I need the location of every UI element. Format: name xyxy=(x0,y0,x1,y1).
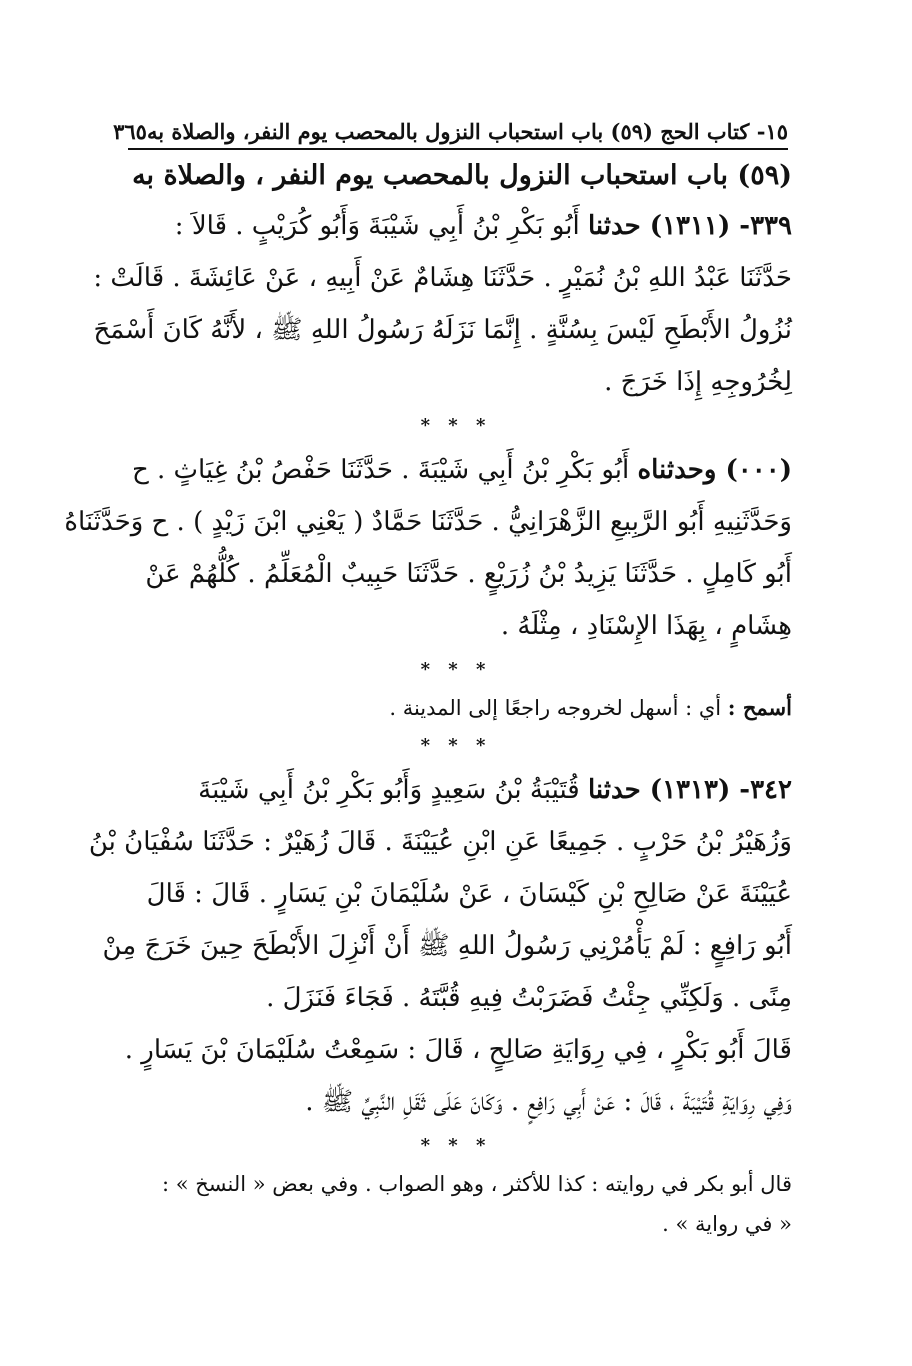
hadith-000-line-2: وَحَدَّثَنِيهِ أَبُو الرَّبِيعِ الزَّهْرَانِيُّ . حَدَّثَنَا حَمَّادٌ ( يَعْنِي ابْنَ زَيْدٍ ) . ح وَحَدَّثَنَاهُ xyxy=(64,507,792,537)
page-body xyxy=(64,152,792,1244)
hadith-342-line-7: وَفِي رِوَايَةِ قُتَيْبَةَ ، قَالَ : عَنْ أَبِي رَافِعٍ . وَكَانَ عَلَى ثَقَلِ النَّبِيِّ ﷺ . xyxy=(305,1087,792,1117)
hadith-342-line-1 xyxy=(120,764,792,816)
header-rule xyxy=(128,148,788,150)
separator-1: * * * xyxy=(420,415,492,436)
hadith-000-line-1-text: أَبُو بَكْرِ بْنُ أَبِي شَيْبَةَ . حَدَّثَنَا حَفْصُ بْنُ غِيَاثٍ . ح xyxy=(131,455,630,485)
separator-3: * * * xyxy=(420,735,492,756)
hadith-342-line-4: أَبُو رَافِعٍ : لَمْ يَأْمُرْنِي رَسُولُ اللهِ ﷺ أَنْ أَنْزِلَ الأَبْطَحَ حِينَ خَرَجَ مِنْ xyxy=(102,931,792,961)
hadith-000-line-1 xyxy=(120,444,792,496)
hadith-000-line-3: أَبُو كَامِلٍ . حَدَّثَنَا يَزِيدُ بْنُ زُرَيْعٍ . حَدَّثَنَا حَبِيبٌ الْمُعَلِّمُ . كُلُّهُمْ عَنْ xyxy=(145,559,792,589)
page-number: ٣٦٥ xyxy=(113,119,147,144)
hadith-339-line-2: حَدَّثَنَا عَبْدُ اللهِ بْنُ نُمَيْرٍ . حَدَّثَنَا هِشَامٌ عَنْ أَبِيهِ ، عَنْ عَائِشَةَ . قَالَتْ : xyxy=(93,263,792,293)
hadith-339 xyxy=(93,200,792,408)
hadith-342-line-3: عُيَيْنَةَ عَنْ صَالِحِ بْنِ كَيْسَانَ ، عَنْ سُلَيْمَانَ بْنِ يَسَارٍ . قَالَ : قَالَ xyxy=(146,879,792,909)
hadith-342-line-6: قَالَ أَبُو بَكْرٍ ، فِي رِوَايَةِ صَالِحٍ ، قَالَ : سَمِعْتُ سُلَيْمَانَ بْنَ يَسَارٍ . xyxy=(124,1035,792,1065)
footnote-asmah-text: أي : أسهل لخروجه راجعًا إلى المدينة . xyxy=(389,696,722,720)
hadith-339-line-1-text: أَبُو بَكْرِ بْنُ أَبِي شَيْبَةَ وَأَبُو كُرَيْبٍ . قَالاَ : xyxy=(174,211,580,241)
hadith-000-number: (٠٠٠) وحدثناه xyxy=(637,455,792,485)
footnote-riwaya-line-1: قال أبو بكر في روايته : كذا للأكثر ، وهو الصواب . وفي بعض « النسخ » : xyxy=(161,1172,792,1196)
hadith-000 xyxy=(64,444,792,652)
separator-4: * * * xyxy=(420,1135,492,1156)
separator-2: * * * xyxy=(420,659,492,680)
hadith-339-line-4: لِخُرُوجِهِ إِذَا خَرَجَ . xyxy=(604,367,792,397)
hadith-339-line-3: نُزُولُ الأَبْطَحِ لَيْسَ بِسُنَّةٍ . إِنَّمَا نَزَلَهُ رَسُولُ اللهِ ﷺ ، لأَنَّهُ كَانَ أَسْمَحَ xyxy=(93,315,792,345)
hadith-342-line-1-text: قُتَيْبَةُ بْنُ سَعِيدٍ وَأَبُو بَكْرِ بْنُ أَبِي شَيْبَةَ xyxy=(198,775,580,805)
hadith-342-line-2: وَزُهَيْرُ بْنُ حَرْبٍ . جَمِيعًا عَنِ ابْنِ عُيَيْنَةَ . قَالَ زُهَيْرٌ : حَدَّثَنَا سُفْيَانُ بْنُ xyxy=(88,827,792,857)
chapter-title: (٥٩) باب استحباب النزول بالمحصب يوم النفر ، والصلاة به xyxy=(132,160,792,191)
hadith-342 xyxy=(88,764,792,1128)
footnote-riwaya-line-2: « في رواية » . xyxy=(662,1212,792,1236)
running-header-title: ١٥- كتاب الحج (٥٩) باب استحباب النزول بالمحصب يوم النفر، والصلاة به xyxy=(146,119,788,144)
footnote-asmah-term: أسمح : xyxy=(727,695,792,720)
footnote-asmah xyxy=(120,688,792,728)
hadith-339-line-1 xyxy=(120,200,792,252)
running-header xyxy=(113,110,788,144)
footnote-riwaya xyxy=(120,1164,792,1244)
hadith-000-line-4: هِشَامٍ ، بِهَذَا الإِسْنَادِ ، مِثْلَهُ . xyxy=(500,611,792,641)
hadith-342-line-5: مِنًى . وَلَكِنِّي جِئْتُ فَضَرَبْتُ فِيهِ قُبَّتَهُ . فَجَاءَ فَنَزَلَ . xyxy=(266,983,792,1013)
hadith-342-number: ٣٤٢- (١٣١٣) حدثنا xyxy=(588,775,792,805)
hadith-339-number: ٣٣٩- (١٣١١) حدثنا xyxy=(588,211,792,241)
